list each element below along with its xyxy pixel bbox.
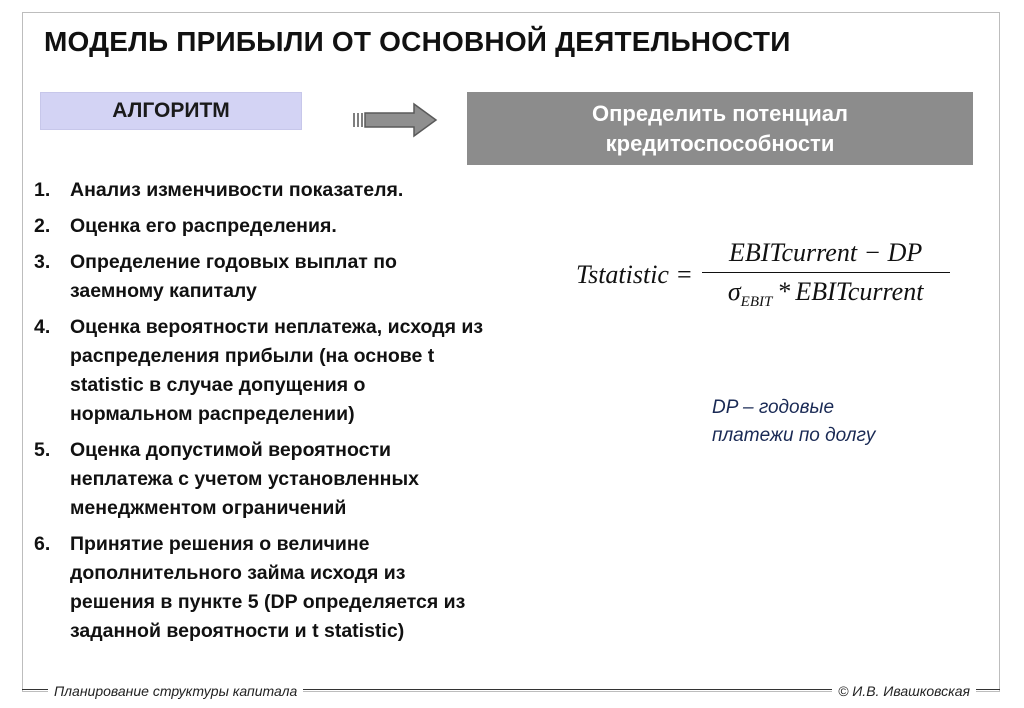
step-number: 5. [34,439,51,461]
algorithm-label-box [40,92,302,130]
goal-box [467,92,973,165]
algorithm-label: АЛГОРИТМ [112,99,230,122]
right-arrow-icon [352,102,440,142]
step-number: 6. [34,533,51,555]
list-item [34,212,594,241]
step-text-line: заданной вероятности и t statistic) [70,620,405,642]
step-text-line: Оценка его распределения. [70,215,337,237]
list-item [34,176,594,205]
algorithm-steps-list [34,176,594,653]
t-statistic-formula [576,238,950,311]
step-text-line: Анализ изменчивости показателя. [70,179,404,201]
step-text-line: неплатежа с учетом установленных [70,468,419,490]
formula-fraction [702,238,950,311]
page-title: МОДЕЛЬ ПРИБЫЛИ ОТ ОСНОВНОЙ ДЕЯТЕЛЬНОСТИ [44,26,791,57]
step-text-line: решения в пункте 5 (DP определяется из [70,591,466,613]
footer-copyright: © И.В. Ивашковская [832,683,976,699]
step-text-line: нормальном распределении) [70,403,355,425]
step-text-line: Оценка вероятности неплатежа, исходя из [70,316,484,338]
step-text-line: дополнительного займа исходя из [70,562,406,584]
list-item [34,436,594,523]
list-item [34,313,594,429]
goal-line-2: кредитоспособности [605,130,835,156]
step-text-line: Оценка допустимой вероятности [70,439,391,461]
list-item [34,530,594,646]
formula-denominator [728,273,924,311]
goal-line-1: Определить потенциал [592,100,848,126]
step-text-line: Принятие решения о величине [70,533,370,555]
sigma-symbol: σ [727,277,741,306]
sigma-subscript: EBIT [740,294,773,310]
formula-numerator: EBITcurrent − DP [729,238,923,267]
step-number: 4. [34,316,51,338]
step-text-line: Определение годовых выплат по [70,251,397,273]
note-line-1: DP – годовые [712,397,835,418]
denominator-term: EBITcurrent [795,277,924,306]
step-text-line: распределения прибыли (на основе t [70,345,435,367]
footer-course-title: Планирование структуры капитала [48,683,303,699]
step-number: 1. [34,179,51,201]
step-text-line: менеджментом ограничений [70,497,347,519]
multiply-operator: * [778,277,792,306]
list-item [34,248,594,306]
step-text-line: statistic в случае допущения о [70,374,366,396]
step-text-line: заемному капиталу [70,280,257,302]
formula-equals: = [676,259,692,289]
note-line-2: платежи по долгу [712,425,876,446]
step-number: 3. [34,251,51,273]
step-number: 2. [34,215,51,237]
formula-lhs: Tstatistic [576,259,669,289]
dp-note [712,394,875,450]
